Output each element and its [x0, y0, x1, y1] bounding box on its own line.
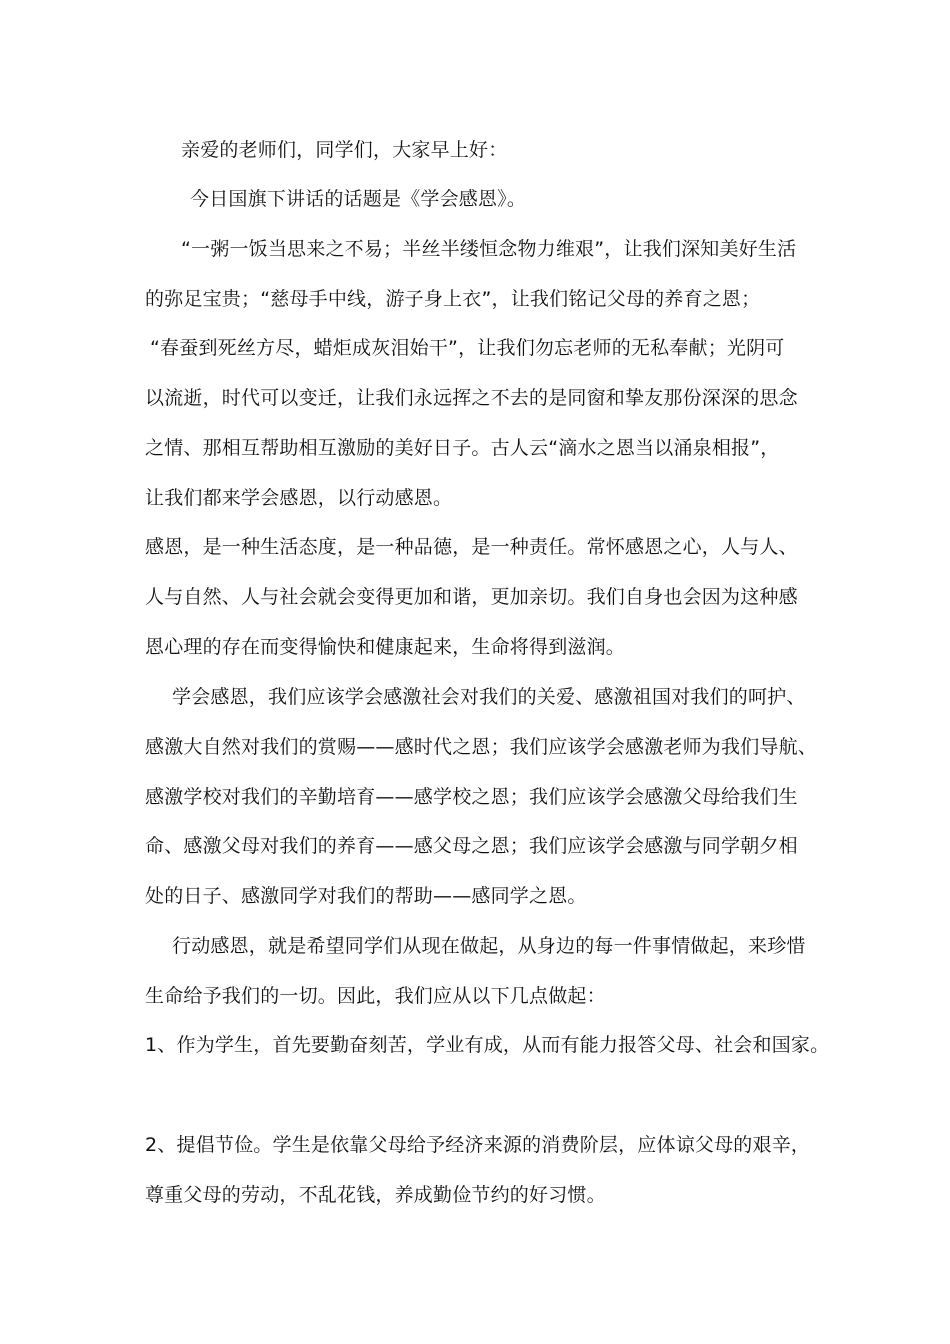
paragraph-1-line-4: 以流逝，时代可以变迁，让我们永远挥之不去的是同窗和挚友那份深深的思念 — [145, 387, 798, 409]
paragraph-3-line-2: 感激大自然对我们的赏赐——感时代之恩；我们应该学会感激老师为我们导航、 — [145, 736, 818, 758]
paragraph-1-line-3: “春蚕到死丝方尽，蜡炬成灰泪始干”，让我们勿忘老师的无私奉献；光阴可 — [150, 337, 785, 359]
list-item-2-line-1: 2、提倡节俭。学生是依靠父母给予经济来源的消费阶层，应体谅父母的艰辛， — [145, 1134, 811, 1156]
paragraph-2-line-2: 人与自然、人与社会就会变得更加和谐，更加亲切。我们自身也会因为这种感 — [145, 586, 798, 608]
greeting-line: 亲爱的老师们，同学们，大家早上好： — [181, 139, 508, 161]
topic-line: 今日国旗下讲话的话题是《学会感恩》。 — [190, 188, 527, 210]
paragraph-1-line-5: 之情、那相互帮助相互激励的美好日子。古人云“滴水之恩当以涌泉相报”， — [145, 437, 780, 459]
paragraph-4-line-1: 行动感恩，就是希望同学们从现在做起，从身边的每一件事情做起，来珍惜 — [172, 935, 806, 957]
paragraph-1-line-6: 让我们都来学会感恩，以行动感恩。 — [145, 487, 453, 509]
paragraph-1-line-1: “一粥一饭当思来之不易；半丝半缕恒念物力维艰”，让我们深知美好生活 — [181, 238, 797, 260]
list-item-2-line-2: 尊重父母的劳动，不乱花钱，养成勤俭节约的好习惯。 — [145, 1184, 606, 1206]
paragraph-4-line-2: 生命给予我们的一切。因此，我们应从以下几点做起： — [145, 985, 606, 1007]
paragraph-1-line-2: 的弥足宝贵；“慈母手中线，游子身上衣”，让我们铭记父母的养育之恩； — [145, 288, 761, 310]
paragraph-3-line-4: 命、感激父母对我们的养育——感父母之恩；我们应该学会感激与同学朝夕相 — [145, 835, 798, 857]
list-item-1: 1、作为学生，首先要勤奋刻苦，学业有成，从而有能力报答父母、社会和国家。 — [145, 1034, 830, 1056]
paragraph-2-line-3: 恩心理的存在而变得愉快和健康起来，生命将得到滋润。 — [145, 636, 626, 658]
paragraph-2-line-1: 感恩，是一种生活态度，是一种品德，是一种责任。常怀感恩之心，人与人、 — [145, 536, 798, 558]
paragraph-3-line-5: 处的日子、感激同学对我们的帮助——感同学之恩。 — [145, 885, 587, 907]
paragraph-3-line-3: 感激学校对我们的辛勤培育——感学校之恩；我们应该学会感激父母给我们生 — [145, 786, 798, 808]
paragraph-3-line-1: 学会感恩，我们应该学会感激社会对我们的关爱、感激祖国对我们的呵护、 — [172, 686, 806, 708]
